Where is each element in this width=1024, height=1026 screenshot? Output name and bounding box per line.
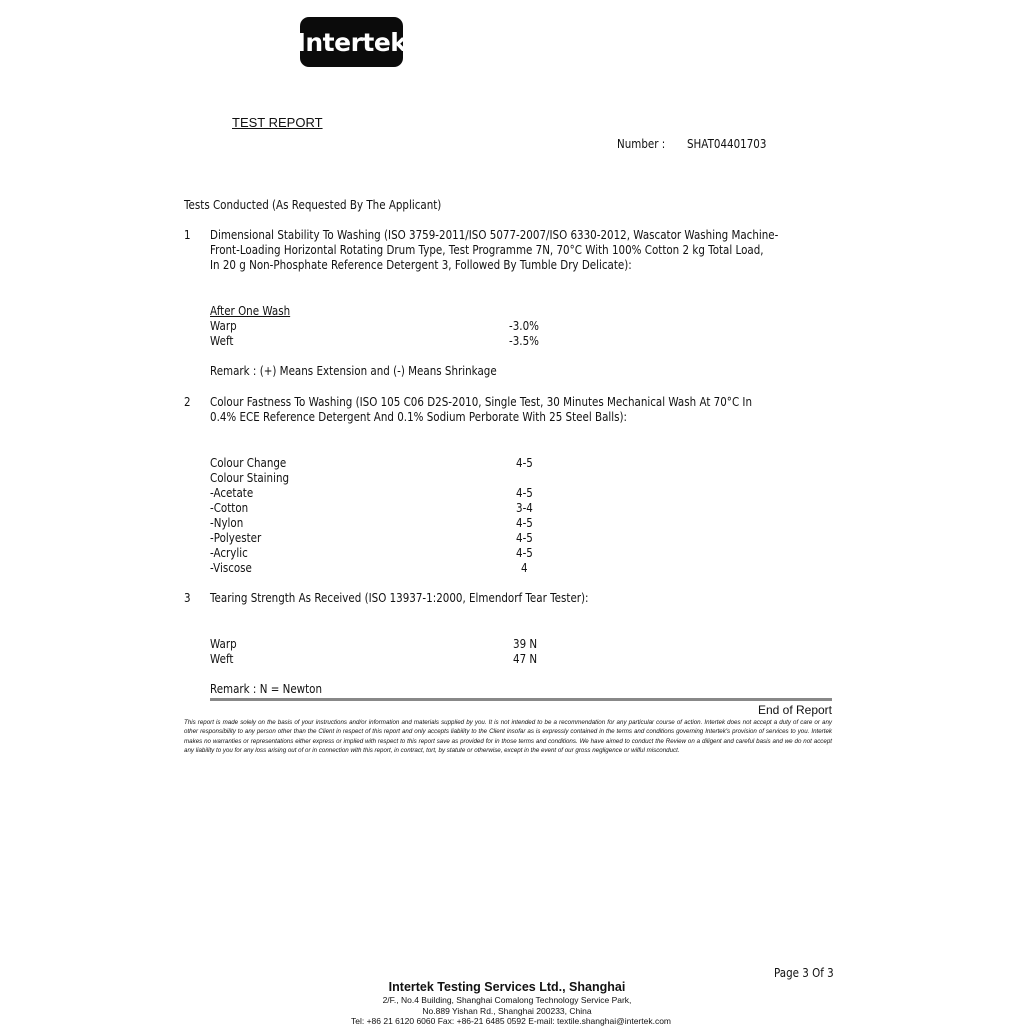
report-number-label: Number :	[617, 137, 666, 151]
result-value: 39 N	[513, 637, 538, 651]
test3-remark: Remark : N = Newton	[210, 682, 323, 696]
footer-company: Intertek Testing Services Ltd., Shanghai	[388, 980, 626, 994]
result-label: -Nylon	[210, 516, 244, 530]
report-number-value: SHAT04401703	[687, 137, 767, 151]
test3-line: Tearing Strength As Received (ISO 13937-1:2000, Elmendorf Tear Tester):	[210, 591, 589, 605]
result-label: -Viscose	[210, 561, 252, 575]
footer-address-line: No.889 Yishan Rd., Shanghai 200233, China	[422, 1006, 592, 1016]
tests-intro: Tests Conducted (As Requested By The Applicant)	[184, 198, 442, 212]
divider-line	[210, 698, 832, 701]
result-label: -Acrylic	[210, 546, 248, 560]
footer-address-line: 2/F., No.4 Building, Shanghai Comalong Technology Service Park,	[382, 995, 632, 1005]
result-label: -Cotton	[210, 501, 249, 515]
test3-number: 3	[184, 591, 191, 605]
result-value: -3.5%	[509, 334, 539, 348]
test2-number: 2	[184, 395, 191, 409]
result-value: 4-5	[516, 516, 533, 530]
result-value: 4-5	[516, 546, 533, 560]
end-of-report: End of Report	[757, 703, 832, 717]
result-value: 4	[521, 561, 528, 575]
test1-line: In 20 g Non-Phosphate Reference Detergent 3, Followed By Tumble Dry Delicate):	[210, 258, 632, 272]
test2-line: 0.4% ECE Reference Detergent And 0.1% Sodium Perborate With 25 Steel Balls):	[210, 410, 628, 424]
test1-remark: Remark : (+) Means Extension and (-) Means Shrinkage	[210, 364, 497, 378]
result-value: 4-5	[516, 456, 533, 470]
result-label: Weft	[210, 334, 234, 348]
test2-line: Colour Fastness To Washing (ISO 105 C06 D2S-2010, Single Test, 30 Minutes Mechanical Wash At 70°C In	[210, 395, 753, 409]
test1-line: Dimensional Stability To Washing (ISO 3759-2011/ISO 5077-2007/ISO 6330-2012, Wascator Washing Machine-	[210, 228, 779, 242]
disclaimer: This report is made solely on the basis of your instructions and/or information and materials supplied by you. It is not intended to be a recommendation for any particular course of action. Intertek does not accept a duty of care or any other responsibility to any person other than the Client in respect of this report and only accepts liability to the Client insofar as is expressly contained in the terms and conditions governing Intertek's provision of services to you. Intertek makes no warranties or representations either express or implied with respect to this report save as provided for in those terms and conditions. We have aimed to conduct the Review on a diligent and careful basis and we do not accept any liability to you for any loss arising out of or in connection with this report, in contract, tort, by statute or otherwise, except in the event of our gross negligence or wilful misconduct.	[184, 719, 832, 754]
result-label: Colour Change	[210, 456, 287, 470]
result-label: Weft	[210, 652, 234, 666]
result-label: Colour Staining	[210, 471, 290, 485]
intertek-logo	[296, 17, 407, 67]
page-number: Page 3 Of 3	[774, 966, 834, 980]
test1-number: 1	[184, 228, 191, 242]
result-value: 3-4	[516, 501, 533, 515]
test1-subheading: After One Wash	[210, 304, 291, 318]
result-label: -Acetate	[210, 486, 254, 500]
result-value: -3.0%	[509, 319, 539, 333]
result-value: 47 N	[513, 652, 538, 666]
result-label: Warp	[210, 637, 237, 651]
footer-contact: Tel: +86 21 6120 6060 Fax: +86-21 6485 0592 E-mail: textile.shanghai@intertek.com	[350, 1016, 672, 1026]
result-value: 4-5	[516, 531, 533, 545]
test1-line: Front-Loading Horizontal Rotating Drum Type, Test Programme 7N, 70°C With 100% Cotton 2 kg Total Load,	[210, 243, 764, 257]
logo-text: Intertek	[296, 27, 407, 57]
result-label: -Polyester	[210, 531, 262, 545]
result-value: 4-5	[516, 486, 533, 500]
report-title: TEST REPORT	[232, 115, 323, 130]
result-label: Warp	[210, 319, 237, 333]
